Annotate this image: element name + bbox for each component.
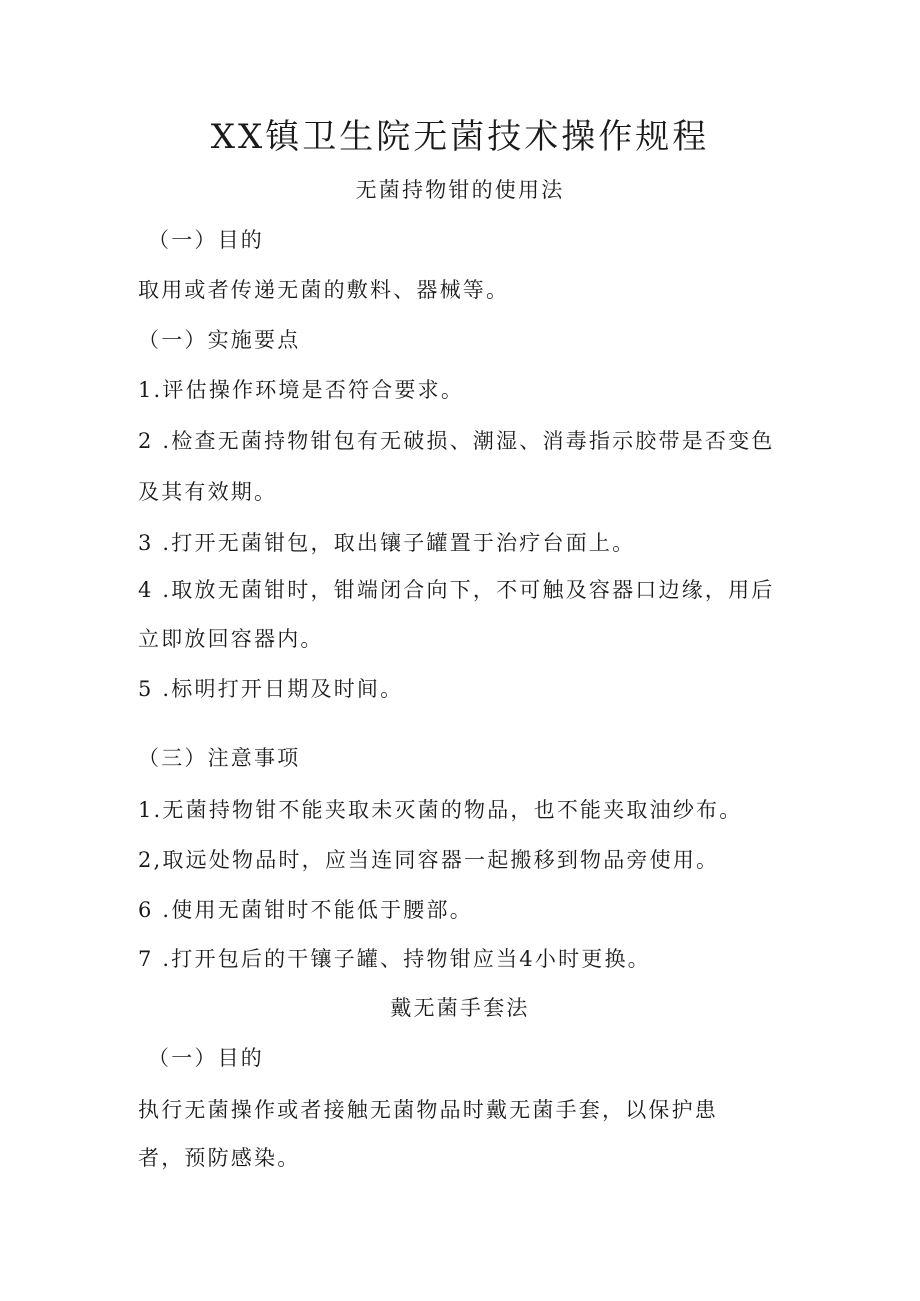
notes-heading: （三）注意事项 xyxy=(138,746,301,770)
paragraph-line: 执行无菌操作或者接触无菌物品时戴无菌手套，以保护患 xyxy=(138,1098,718,1122)
paragraph-line: 者，预防感染。 xyxy=(138,1146,301,1170)
section-heading-forceps: 无菌持物钳的使用法 xyxy=(355,178,565,202)
section-heading-gloves: 戴无菌手套法 xyxy=(390,996,530,1020)
list-item: 3 .打开无菌钳包，取出镶子罐置于治疗台面上。 xyxy=(138,531,636,555)
document-title: XX镇卫生院无菌技术操作规程 xyxy=(210,117,710,157)
list-item: 6 .使用无菌钳时不能低于腰部。 xyxy=(138,898,473,922)
purpose-heading: （一）目的 xyxy=(148,228,264,252)
list-item: 及其有效期。 xyxy=(138,480,278,504)
purpose-heading: （一）目的 xyxy=(148,1046,264,1070)
points-heading: （一）实施要点 xyxy=(138,328,301,352)
list-item: 5 .标明打开日期及时间。 xyxy=(138,677,404,701)
purpose-text: 取用或者传递无菌的敷料、器械等。 xyxy=(138,278,510,302)
list-item: 2,取远处物品时，应当连同容器一起搬移到物品旁使用。 xyxy=(138,848,720,872)
list-item: 4 .取放无菌钳时，钳端闭合向下，不可触及容器口边缘，用后 xyxy=(138,578,775,602)
list-item: 7 .打开包后的干镶子罐、持物钳应当4小时更换。 xyxy=(138,947,651,971)
list-item: 2 .检查无菌持物钳包有无破损、潮湿、消毒指示胶带是否变色 xyxy=(138,429,775,453)
list-item: 1.无菌持物钳不能夹取未灭菌的物品，也不能夹取油纱布。 xyxy=(138,798,743,822)
list-item: 立即放回容器内。 xyxy=(138,627,324,651)
list-item: 1.评估操作环境是否符合要求。 xyxy=(138,378,465,402)
